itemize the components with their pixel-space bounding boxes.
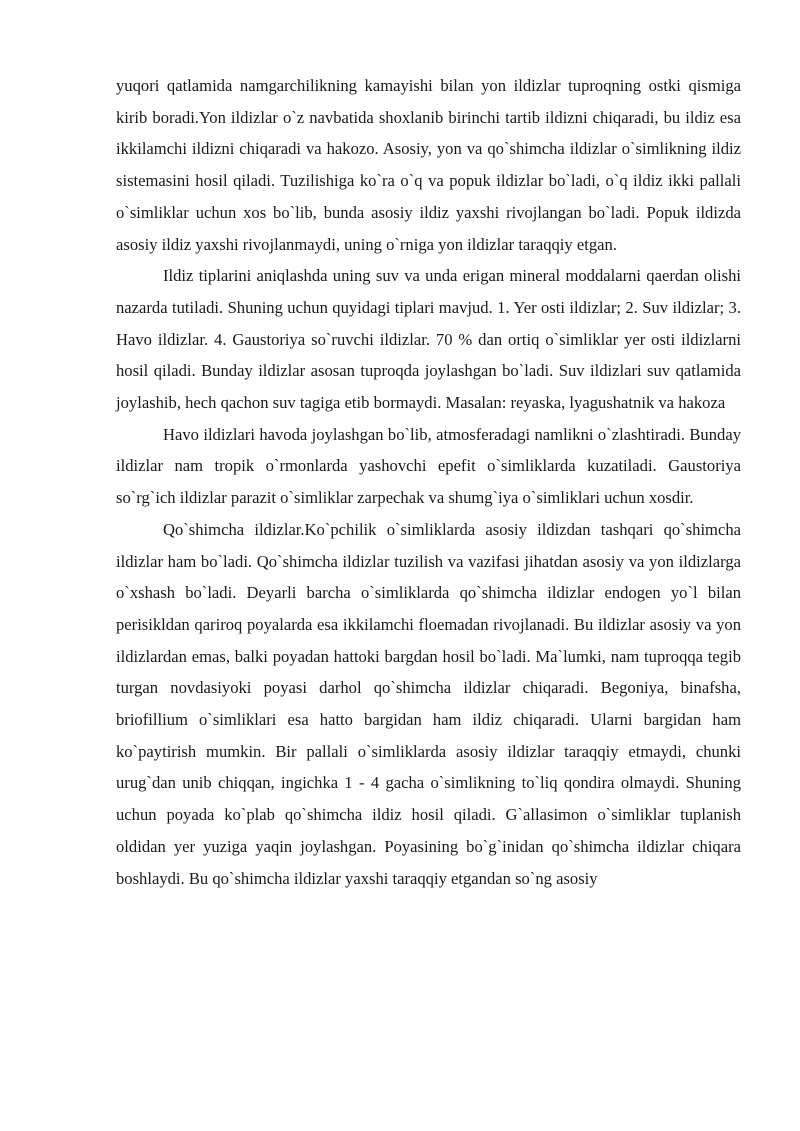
document-body <box>116 70 741 894</box>
paragraph-root-types: Ildiz tiplarini aniqlashda uning suv va unda erigan mineral moddalarni qaerdan olishi nazarda tutiladi. Shuning uchun quyidagi tiplari mavjud. 1. Yer osti ildizlar; 2. Suv ildizlar; 3. Havo ildizlar. 4. Gaustoriya so`ruvchi ildizlar. 70 % dan ortiq o`simliklar yer osti ildizlarni hosil qiladi. Bunday ildizlar asosan tuproqda joylashgan bo`ladi. Suv ildizlari suv qatlamida joylashib, hech qachon suv tagiga etib bormaydi. Masalan: reyaska, lyagushatnik va hakoza <box>116 266 741 413</box>
paragraph-continuation: yuqori qatlamida namgarchilikning kamayishi bilan yon ildizlar tuproqning ostki qismiga kirib boradi.Yon ildizlar o`z navbatida shoxlanib birinchi tartib ildizni chiqaradi, bu ildiz esa ikkilamchi ildizni chiqaradi va hakozo. Asosiy, yon va qo`shimcha ildizlar o`simlikning ildiz sistemasini hosil qiladi. Tuzilishiga ko`ra o`q va popuk ildizlar bo`ladi, o`q ildiz ikki pallali o`simliklar uchun xos bo`lib, bunda asosiy ildiz yaxshi rivojlangan bo`ladi. Popuk ildizda asosiy ildiz yaxshi rivojlanmaydi, uning o`rniga yon ildizlar taraqqiy etgan. <box>116 76 741 254</box>
paragraph-air-roots: Havo ildizlari havoda joylashgan bo`lib, atmosferadagi namlikni o`zlashtiradi. Bunday ildizlar nam tropik o`rmonlarda yashovchi epefit o`simliklarda kuzatiladi. Gaustoriya so`rg`ich ildizlar parazit o`simliklar zarpechak va shumg`iya o`simliklari uchun xosdir. <box>116 424 741 508</box>
paragraph-adventitious-roots: Qo`shimcha ildizlar.Ko`pchilik o`simliklarda asosiy ildizdan tashqari qo`shimcha ildizlar ham bo`ladi. Qo`shimcha ildizlar tuzilish va vazifasi jihatdan asosiy va yon ildizlarga o`xshash bo`ladi. Deyarli barcha o`simliklarda qo`shimcha ildizlar endogen yo`l bilan perisikldan qariroq poyalarda esa ikkilamchi floemadan rivojlanadi. Bu ildizlar asosiy va yon ildizlardan emas, balki poyadan hattoki bargdan hosil bo`ladi. Ma`lumki, nam tuproqqa tegib turgan novdasiyoki poyasi darhol qo`shimcha ildizlar chiqaradi. Begoniya, binafsha, briofillium o`simliklari esa hatto bargidan ham ildiz chiqaradi. Ularni bargidan ham ko`paytirish mumkin. Bir pallali o`simliklarda asosiy ildizlar taraqqiy etmaydi, chunki urug`dan unib chiqqan, ingichka 1 - 4 gacha o`simlikning to`liq qondira olmaydi. Shuning uchun poyada ko`plab qo`shimcha ildiz hosil qiladi. G`allasimon o`simliklar tuplanish oldidan yer yuziga yaqin joylashgan. Poyasining bo`g`inidan qo`shimcha ildizlar chiqara boshlaydi. Bu qo`shimcha ildizlar yaxshi taraqqiy etgandan so`ng asosiy <box>116 519 741 888</box>
